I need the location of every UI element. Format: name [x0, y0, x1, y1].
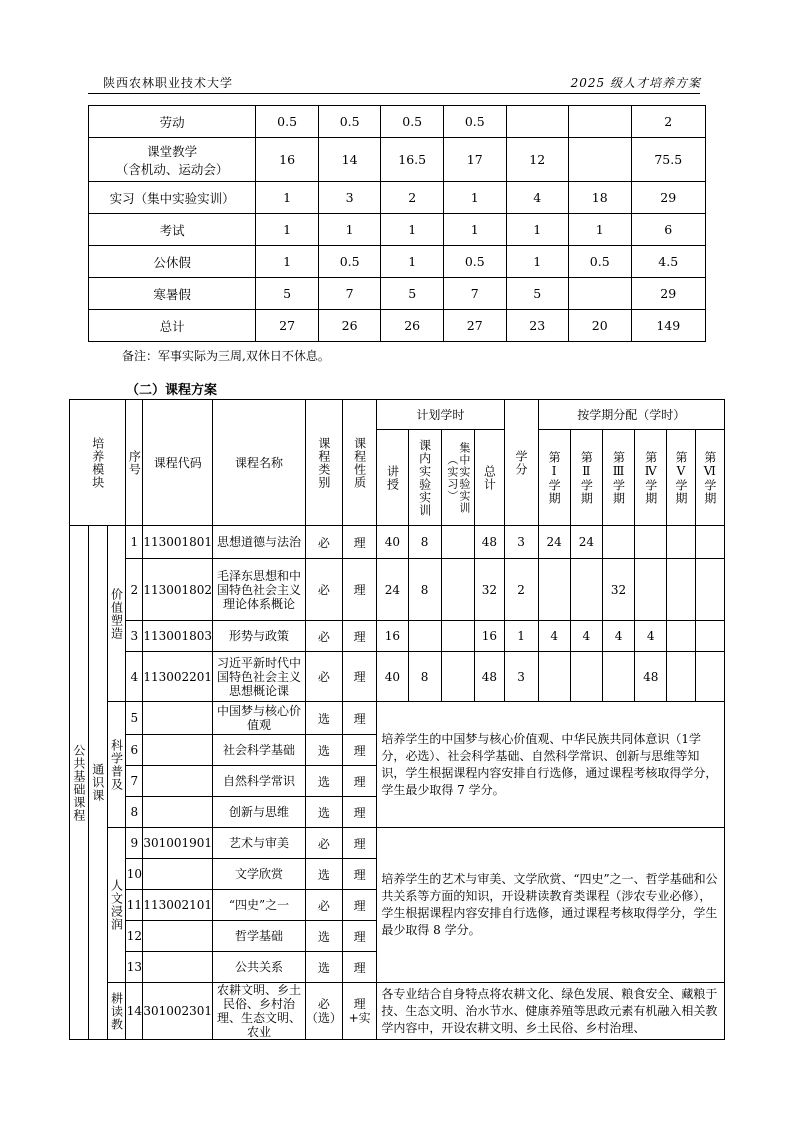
weeks-cell: 0.5: [568, 246, 631, 278]
weeks-total: 149: [631, 310, 706, 342]
weeks-total: 6: [631, 214, 706, 246]
weeks-row: [89, 310, 706, 342]
course-cat: 选: [305, 921, 342, 952]
course-name: 形势与政策: [213, 621, 306, 652]
course-cat: 选: [305, 766, 342, 797]
course-sem: 32: [602, 559, 634, 621]
header-centralized-lab: 集中实验实训（实习）: [441, 430, 475, 526]
weeks-cell: 20: [568, 310, 631, 342]
course-no: 4: [126, 652, 143, 702]
header-school: 陕西农林职业技术大学: [103, 76, 234, 90]
course-name: “四史”之一: [213, 890, 306, 921]
course-name: 哲学基础: [213, 921, 306, 952]
course-central: [441, 652, 475, 702]
header-total: 总计: [475, 430, 504, 526]
course-nature: 理: [342, 921, 376, 952]
course-no: 11: [126, 890, 143, 921]
weeks-row-label: 考试: [89, 214, 256, 246]
course-cat: 选: [305, 859, 342, 890]
sub-science: 科学普及: [107, 702, 126, 828]
weeks-cell: 5: [506, 278, 568, 310]
group-public-basic: 公共基础课程: [70, 526, 89, 1040]
weeks-cell: 1: [444, 214, 507, 246]
weeks-cell: 1: [506, 246, 568, 278]
course-no: 3: [126, 621, 143, 652]
course-cat: 必（选）: [305, 983, 342, 1040]
course-name: 文学欣赏: [213, 859, 306, 890]
course-sem: [667, 621, 695, 652]
weeks-row-label: 总计: [89, 310, 256, 342]
weeks-cell: 1: [381, 214, 444, 246]
weeks-cell: 1: [444, 182, 507, 214]
course-sem: [538, 652, 570, 702]
weeks-cell: 1: [318, 214, 381, 246]
course-sem: [538, 559, 570, 621]
header-sem-6: 第Ⅵ学期: [695, 430, 724, 526]
weeks-cell: 0.5: [381, 106, 444, 138]
course-cat: 必: [305, 559, 342, 621]
weeks-cell: [568, 138, 631, 182]
course-sem: [695, 559, 724, 621]
weeks-row-label: [89, 138, 256, 182]
course-no: 6: [126, 735, 143, 766]
course-code: [143, 952, 213, 983]
course-lecture: 16: [377, 621, 408, 652]
course-code: [143, 766, 213, 797]
course-cat: 必: [305, 621, 342, 652]
header-credit: 学分: [504, 400, 538, 526]
weeks-cell: 1: [381, 246, 444, 278]
weeks-row: [89, 214, 706, 246]
course-sem: 4: [602, 621, 634, 652]
course-lecture: 40: [377, 652, 408, 702]
weeks-cell: 5: [381, 278, 444, 310]
weeks-total: 29: [631, 182, 706, 214]
course-nature: 理: [342, 859, 376, 890]
course-code: [143, 735, 213, 766]
weeks-cell: 7: [318, 278, 381, 310]
course-name: 中国梦与核心价值观: [213, 702, 306, 735]
weeks-cell: 0.5: [444, 246, 507, 278]
course-lecture: 40: [377, 526, 408, 559]
course-no: 7: [126, 766, 143, 797]
weeks-cell: 17: [444, 138, 507, 182]
course-no: 2: [126, 559, 143, 621]
header-plan: 2025 级人才培养方案: [570, 76, 701, 90]
course-sem: [635, 559, 667, 621]
course-credit: 2: [504, 559, 538, 621]
weeks-row-label: 公休假: [89, 246, 256, 278]
weeks-row-label: 实习（集中实验实训）: [89, 182, 256, 214]
course-name: 习近平新时代中国特色社会主义思想概论课: [213, 652, 306, 702]
course-code: [143, 859, 213, 890]
course-no: 13: [126, 952, 143, 983]
weeks-row-label-line: 课堂教学: [147, 143, 198, 159]
course-cat: 选: [305, 952, 342, 983]
weeks-cell: 26: [318, 310, 381, 342]
course-cat: 选: [305, 735, 342, 766]
course-nature: 理+实: [342, 983, 376, 1040]
course-nature: 理: [342, 702, 376, 735]
course-cat: 必: [305, 652, 342, 702]
course-total: 16: [475, 621, 504, 652]
course-sem: 4: [538, 621, 570, 652]
course-sem: 24: [538, 526, 570, 559]
weeks-cell: 26: [381, 310, 444, 342]
course-lecture: 24: [377, 559, 408, 621]
course-total: 32: [475, 559, 504, 621]
course-name: 艺术与审美: [213, 828, 306, 859]
course-central: [441, 526, 475, 559]
course-nature: 理: [342, 766, 376, 797]
weeks-row: [89, 278, 706, 310]
header-sem-4: 第Ⅳ学期: [635, 430, 667, 526]
course-no: 12: [126, 921, 143, 952]
desc-science: 培养学生的中国梦与核心价值观、中华民族共同体意识（1学分，必选）、社会科学基础、自然科学常识、创新与思维等知识，学生根据课程内容安排自行选修，通过课程考核取得学分，学生最少取得 7 学分。: [377, 702, 725, 828]
course-total: 48: [475, 652, 504, 702]
course-code: [143, 702, 213, 735]
course-sem: [667, 652, 695, 702]
header-semester-dist: 按学期分配（学时）: [538, 400, 724, 430]
desc-farming: 各专业结合自身特点将农耕文化、绿色发展、粮食安全、藏粮于技、生态文明、治水节水、健康养殖等思政元素有机融入相关教学内容中，开设农耕文明、乡土民俗、乡村治理、: [377, 983, 725, 1040]
course-nature: 理: [342, 652, 376, 702]
course-sem: [570, 559, 602, 621]
course-name: 毛泽东思想和中国特色社会主义理论体系概论: [213, 559, 306, 621]
weeks-cell: [568, 278, 631, 310]
weeks-row-label: 劳动: [89, 106, 256, 138]
header-lecture: 讲授: [377, 430, 408, 526]
header-name: 课程名称: [213, 400, 306, 526]
header-code: 课程代码: [143, 400, 213, 526]
course-code: [143, 797, 213, 828]
course-sem: 48: [635, 652, 667, 702]
weeks-cell: 23: [506, 310, 568, 342]
course-no: 10: [126, 859, 143, 890]
header-sem-5: 第Ⅴ学期: [667, 430, 695, 526]
course-credit: 1: [504, 621, 538, 652]
course-nature: 理: [342, 526, 376, 559]
weeks-total: 4.5: [631, 246, 706, 278]
weeks-cell: 1: [256, 246, 319, 278]
weeks-cell: 16: [256, 138, 319, 182]
weeks-table: [88, 105, 706, 342]
course-name: 农耕文明、乡土民俗、乡村治理、生态文明、农业: [213, 983, 306, 1040]
course-lab: [408, 621, 441, 652]
header-in-class-lab: 课内实验实训: [408, 430, 441, 526]
course-table: [69, 399, 725, 1040]
header-sem-3: 第Ⅲ学期: [602, 430, 634, 526]
course-cat: 选: [305, 702, 342, 735]
weeks-cell: 27: [256, 310, 319, 342]
weeks-cell: 1: [506, 214, 568, 246]
weeks-cell: 7: [444, 278, 507, 310]
course-name: 思想道德与法治: [213, 526, 306, 559]
weeks-cell: 4: [506, 182, 568, 214]
weeks-total: 2: [631, 106, 706, 138]
course-sem: [602, 652, 634, 702]
section-title: （二）课程方案: [126, 383, 218, 398]
weeks-cell: 0.5: [256, 106, 319, 138]
course-code: 301001901: [143, 828, 213, 859]
course-sem: 4: [570, 621, 602, 652]
course-nature: 理: [342, 735, 376, 766]
header-category: 课程类别: [305, 400, 342, 526]
weeks-cell: 0.5: [444, 106, 507, 138]
course-sem: [570, 652, 602, 702]
weeks-cell: 16.5: [381, 138, 444, 182]
course-sem: 24: [570, 526, 602, 559]
header-sem-1: 第Ⅰ学期: [538, 430, 570, 526]
header-plan-hours: 计划学时: [377, 400, 504, 430]
course-central: [441, 621, 475, 652]
weeks-row: [89, 246, 706, 278]
course-nature: 理: [342, 828, 376, 859]
course-nature: 理: [342, 559, 376, 621]
header-divider: [88, 93, 700, 94]
course-cat: 必: [305, 526, 342, 559]
course-sem: [602, 526, 634, 559]
course-nature: 理: [342, 797, 376, 828]
weeks-row: [89, 138, 706, 182]
weeks-row: [89, 106, 706, 138]
weeks-cell: [568, 106, 631, 138]
course-code: 113001801: [143, 526, 213, 559]
course-cat: 选: [305, 797, 342, 828]
course-total: 48: [475, 526, 504, 559]
weeks-cell: 5: [256, 278, 319, 310]
weeks-row-label-line: （含机动、运动会）: [115, 161, 229, 177]
course-lab: 8: [408, 652, 441, 702]
weeks-cell: 12: [506, 138, 568, 182]
course-code: 113002101: [143, 890, 213, 921]
course-code: 113001802: [143, 559, 213, 621]
header-nature: 课程性质: [342, 400, 376, 526]
weeks-total: 75.5: [631, 138, 706, 182]
weeks-cell: [506, 106, 568, 138]
weeks-cell: 1: [568, 214, 631, 246]
weeks-cell: 0.5: [318, 106, 381, 138]
weeks-cell: 2: [381, 182, 444, 214]
course-sem: 4: [635, 621, 667, 652]
course-no: 5: [126, 702, 143, 735]
header-module: 培养模块: [70, 400, 126, 526]
course-no: 8: [126, 797, 143, 828]
course-sem: [695, 526, 724, 559]
course-sem: [695, 652, 724, 702]
course-nature: 理: [342, 952, 376, 983]
weeks-cell: 18: [568, 182, 631, 214]
course-code: [143, 921, 213, 952]
group-general: 通识课: [88, 526, 107, 1040]
header-sem-2: 第Ⅱ学期: [570, 430, 602, 526]
course-credit: 3: [504, 526, 538, 559]
course-sem: [635, 526, 667, 559]
course-nature: 理: [342, 890, 376, 921]
course-sem: [667, 526, 695, 559]
weeks-cell: 14: [318, 138, 381, 182]
course-cat: 必: [305, 828, 342, 859]
course-credit: 3: [504, 652, 538, 702]
course-cat: 必: [305, 890, 342, 921]
course-central: [441, 559, 475, 621]
desc-humanities: 培养学生的艺术与审美、文学欣赏、“四史”之一、哲学基础和公共关系等方面的知识，开设耕读教育类课程（涉农专业必修），学生根据课程内容安排自行选修，通过课程考核取得学分，学生最少取得 8 学分。: [377, 828, 725, 983]
weeks-cell: 3: [318, 182, 381, 214]
course-lab: 8: [408, 559, 441, 621]
header-seq: 序号: [126, 400, 143, 526]
weeks-cell: 0.5: [318, 246, 381, 278]
sub-farming: 耕读教: [107, 983, 126, 1040]
course-no: 9: [126, 828, 143, 859]
course-no: 14: [126, 983, 143, 1040]
course-sem: [667, 559, 695, 621]
weeks-cell: 1: [256, 214, 319, 246]
sub-value-shaping: 价值塑造: [107, 526, 126, 702]
weeks-total: 29: [631, 278, 706, 310]
course-sem: [695, 621, 724, 652]
weeks-row-label: 寒暑假: [89, 278, 256, 310]
weeks-cell: 27: [444, 310, 507, 342]
course-name: 公共关系: [213, 952, 306, 983]
course-code: 113001803: [143, 621, 213, 652]
sub-humanities: 人文浸润: [107, 828, 126, 983]
weeks-cell: 1: [256, 182, 319, 214]
course-no: 1: [126, 526, 143, 559]
weeks-row: [89, 182, 706, 214]
course-lab: 8: [408, 526, 441, 559]
course-nature: 理: [342, 621, 376, 652]
course-name: 社会科学基础: [213, 735, 306, 766]
course-name: 创新与思维: [213, 797, 306, 828]
course-code: 301002301: [143, 983, 213, 1040]
course-name: 自然科学常识: [213, 766, 306, 797]
course-code: 113002201: [143, 652, 213, 702]
table-note: 备注：军事实际为三周,双休日不休息。: [122, 349, 330, 363]
